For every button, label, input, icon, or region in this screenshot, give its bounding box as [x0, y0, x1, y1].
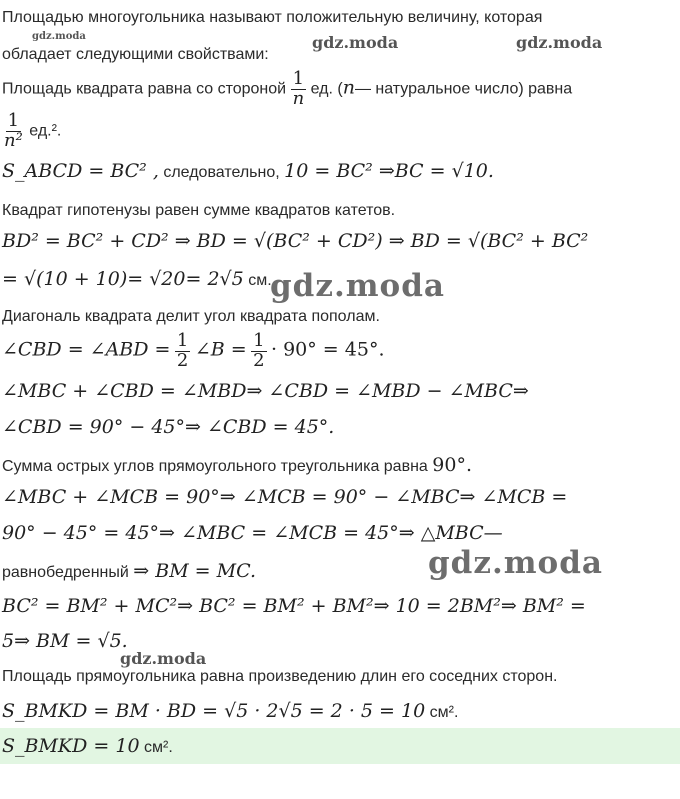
frac-den: 2 — [253, 349, 265, 371]
watermark: gdz.moda — [312, 33, 399, 52]
diag-formula-b: ∠B = — [194, 338, 247, 361]
acute-text: Сумма острых углов прямоугольного треугольника равна — [2, 458, 428, 475]
unit-text: ед.². — [29, 122, 62, 140]
pythag-formula-1: BD² = BC² + CD² ⇒ BD = √(BC² + CD²) ⇒ BD = √(BC² + BC² — [2, 230, 589, 252]
acute-formula-1: ∠MBC + ∠MCB = 90°⇒ ∠MCB = 90° − ∠MBC⇒ ∠MCB = — [2, 486, 568, 508]
acute-text-2: равнобедренный — [2, 564, 129, 581]
frac-num: 1 — [176, 330, 189, 351]
fraction-half — [175, 332, 190, 371]
var-n: n — [342, 76, 355, 99]
diag-formula-2: ∠MBC + ∠CBD = ∠MBD⇒ ∠CBD = ∠MBD − ∠MBC⇒ — [2, 380, 529, 402]
square-area-line-2 — [2, 112, 61, 151]
fraction-half — [251, 332, 266, 371]
pythag-formula-2: = √(10 + 10)= √20= 2√5 — [2, 268, 244, 290]
acute-line-3 — [2, 560, 256, 582]
watermark-tiny: gdz.moda — [32, 31, 86, 42]
acute-formula-2: 90° − 45° = 45°⇒ ∠MBC = ∠MCB = 45°⇒ △MBC— — [2, 522, 503, 544]
acute-line — [2, 454, 472, 476]
watermark-large: gdz.moda — [270, 268, 445, 304]
rect-formula: S_BMKD = BM · BD = √5 · 2√5 = 2 · 5 = 10 — [2, 700, 426, 722]
sabcd-formula: S_ABCD = BC² , — [2, 160, 159, 182]
pythag-line-2 — [2, 268, 272, 290]
answer-unit: см². — [144, 739, 173, 756]
acute-value: 90°. — [432, 454, 472, 476]
pythag-text: Квадрат гипотенузы равен сумме квадратов катетов. — [2, 202, 396, 219]
frac-den: 2 — [176, 349, 189, 371]
unit-text: ед. ( — [310, 80, 343, 98]
natural-text: — натуральное число) равна — [354, 80, 573, 98]
rect-text: Площадь прямоугольника равна произведению длин его соседних сторон. — [2, 668, 558, 685]
frac-den: n² — [4, 129, 23, 151]
bm-formula-1: BC² = BM² + MC²⇒ BC² = BM² + BM²⇒ 10 = 2BM²⇒ BM² = — [2, 595, 586, 617]
frac-num: 1 — [292, 68, 305, 89]
diag-formula-a: ∠CBD = ∠ABD = — [2, 338, 171, 361]
rect-line — [2, 700, 458, 722]
acute-formula-3: ⇒ BM = MC. — [133, 560, 256, 582]
answer-formula: S_BMKD = 10 — [2, 735, 140, 757]
square-area-line — [2, 70, 572, 109]
frac-num: 1 — [7, 110, 20, 131]
diag-formula-3: ∠CBD = 90° − 45°⇒ ∠CBD = 45°. — [2, 416, 335, 438]
diag-line-1 — [2, 332, 385, 371]
sabcd-result: 10 = BC² ⇒BC = √10. — [284, 160, 494, 182]
square-area-text: Площадь квадрата равна со стороной — [2, 80, 287, 98]
intro-line-2: обладает следующими свойствами: — [2, 46, 269, 63]
sabcd-text: следовательно, — [163, 164, 280, 181]
sabcd-line — [2, 160, 494, 182]
fraction-one-over-n2 — [2, 112, 25, 151]
bm-formula-2: 5⇒ BM = √5. — [2, 630, 128, 652]
diag-formula-c: · 90° = 45°. — [271, 338, 385, 361]
fraction-one-over-n — [291, 70, 307, 109]
watermark-large: gdz.moda — [428, 545, 603, 581]
pythag-unit: см. — [248, 272, 272, 289]
watermark: gdz.moda — [120, 649, 207, 668]
frac-den: n — [292, 87, 305, 109]
answer-line — [2, 735, 173, 757]
diag-text: Диагональ квадрата делит угол квадрата пополам. — [2, 308, 380, 325]
rect-unit: см². — [429, 704, 459, 721]
frac-num: 1 — [253, 330, 265, 351]
watermark: gdz.moda — [516, 33, 603, 52]
intro-line-1: Площадью многоугольника называют положительную величину, которая — [2, 9, 543, 26]
